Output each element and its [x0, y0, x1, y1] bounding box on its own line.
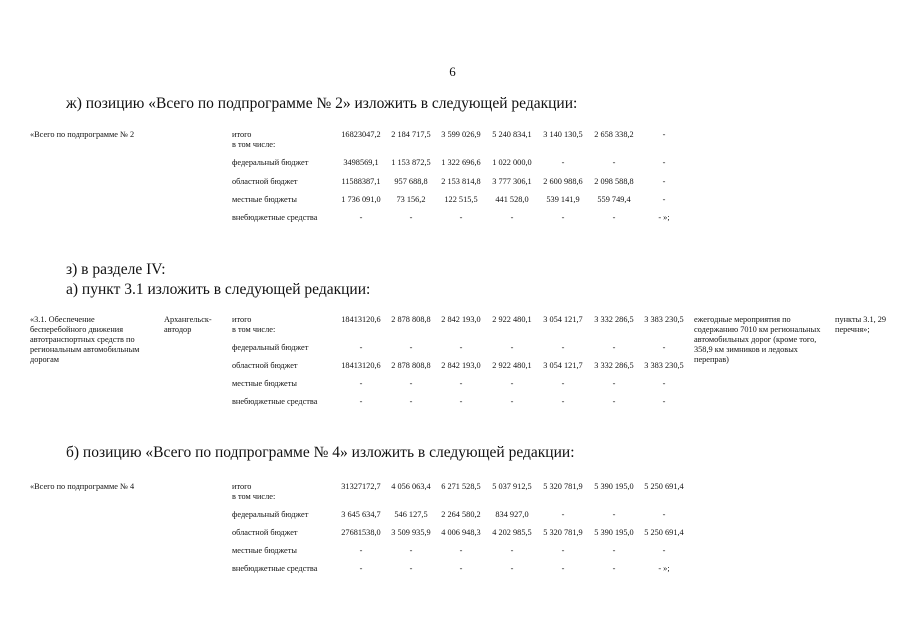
value-cell: 73 156,2 [396, 195, 426, 204]
value-cell: 5 250 691,4 [644, 528, 684, 537]
value-cell: 2 098 588,8 [594, 177, 634, 186]
value-cell: - [510, 564, 514, 573]
value-cell: - [409, 343, 413, 352]
value-cell: 1 322 696,6 [441, 158, 481, 167]
value-cell: 2 878 808,8 [391, 361, 431, 370]
point-3-1-reference: пункты 3.1, 29 перечня»; [835, 315, 887, 334]
value-cell: 2 184 717,5 [391, 130, 431, 139]
value-cell: 5 240 834,1 [492, 130, 532, 139]
value-cell: - [662, 130, 666, 139]
value-cell: - [409, 379, 413, 388]
value-cell: 3 332 286,5 [594, 361, 634, 370]
value-cell: 3 054 121,7 [543, 361, 583, 370]
value-cell: 546 127,5 [394, 510, 428, 519]
value-cell: - [409, 564, 413, 573]
value-cell: 18413120,6 [341, 361, 381, 370]
value-cell: 539 141,9 [546, 195, 580, 204]
row-label: итого [232, 315, 252, 324]
subprogram-4-name: «Всего по подпрограмме № 4 [30, 482, 135, 491]
value-cell: 2 153 814,8 [441, 177, 481, 186]
value-cell: 2 922 480,1 [492, 361, 532, 370]
subprogram-2-name: «Всего по подпрограмме № 2 [30, 130, 135, 139]
heading-section-iv: з) в разделе IV: [66, 261, 166, 278]
value-cell: 3 383 230,5 [644, 315, 684, 324]
value-cell: 3 332 286,5 [594, 315, 634, 324]
value-cell: - [409, 213, 413, 222]
value-cell: 3498569,1 [343, 158, 379, 167]
row-sublabel: в том числе: [232, 140, 276, 149]
value-cell: - [561, 343, 565, 352]
value-cell: - [459, 379, 463, 388]
point-3-1-name: «3.1. Обеспечение бесперебойного движения автотранспортных средств по региональным автомобильным дорогам [30, 315, 140, 364]
value-cell: - [612, 546, 616, 555]
value-cell: 2 842 193,0 [441, 361, 481, 370]
value-cell: 2 842 193,0 [441, 315, 481, 324]
value-cell: - [662, 546, 666, 555]
value-cell: - [359, 213, 363, 222]
value-cell: - [662, 195, 666, 204]
value-cell: 957 688,8 [394, 177, 428, 186]
value-cell: - [662, 510, 666, 519]
value-cell: - [612, 397, 616, 406]
row-label: внебюджетные средства [232, 564, 318, 573]
value-cell: 3 645 634,7 [341, 510, 381, 519]
point-3-1-executor: Архангельск-автодор [164, 315, 212, 334]
row-label: местные бюджеты [232, 379, 297, 388]
value-cell: 6 271 528,5 [441, 482, 481, 491]
value-cell: - [561, 397, 565, 406]
value-cell: 559 749,4 [597, 195, 631, 204]
value-cell: 3 777 306,1 [492, 177, 532, 186]
value-cell: - [459, 213, 463, 222]
value-cell: - [459, 343, 463, 352]
value-cell: 1 736 091,0 [341, 195, 381, 204]
value-cell: 122 515,5 [444, 195, 478, 204]
value-cell: 834 927,0 [495, 510, 529, 519]
value-cell: 2 600 988,6 [543, 177, 583, 186]
row-label: областной бюджет [232, 361, 298, 370]
value-cell: 3 054 121,7 [543, 315, 583, 324]
value-cell: 5 320 781,9 [543, 528, 583, 537]
value-cell: - [561, 213, 565, 222]
row-label: внебюджетные средства [232, 397, 318, 406]
value-cell: 4 202 985,5 [492, 528, 532, 537]
value-cell: - [561, 564, 565, 573]
value-cell: 3 383 230,5 [644, 361, 684, 370]
value-cell: - [510, 213, 514, 222]
point-3-1-result: ежегодные мероприятия по содержанию 7010 км региональных автомобильных дорог (кроме того, 358,9 км зимников и ледовых переправ) [694, 315, 821, 364]
value-cell: 11588387,1 [341, 177, 381, 186]
value-cell: 1 153 872,5 [391, 158, 431, 167]
value-cell: 5 390 195,0 [594, 528, 634, 537]
value-cell: 18413120,6 [341, 315, 381, 324]
value-cell: - »; [658, 213, 670, 222]
value-cell: - »; [658, 564, 670, 573]
row-label: областной бюджет [232, 528, 298, 537]
value-cell: 3 140 130,5 [543, 130, 583, 139]
value-cell: - [409, 397, 413, 406]
value-cell: - [612, 343, 616, 352]
value-cell: - [612, 510, 616, 519]
value-cell: 5 250 691,4 [644, 482, 684, 491]
value-cell: 4 056 063,4 [391, 482, 431, 491]
value-cell: - [662, 397, 666, 406]
row-label: местные бюджеты [232, 195, 297, 204]
value-cell: - [662, 379, 666, 388]
value-cell: 27681538,0 [341, 528, 381, 537]
value-cell: - [459, 564, 463, 573]
value-cell: - [359, 379, 363, 388]
value-cell: 2 922 480,1 [492, 315, 532, 324]
value-cell: - [612, 158, 616, 167]
value-cell: - [561, 510, 565, 519]
value-cell: 2 658 338,2 [594, 130, 634, 139]
heading-subprogram-2: ж) позицию «Всего по подпрограмме № 2» изложить в следующей редакции: [66, 95, 578, 112]
heading-subprogram-4: б) позицию «Всего по подпрограмме № 4» изложить в следующей редакции: [66, 444, 575, 461]
value-cell: 3 599 026,9 [441, 130, 481, 139]
row-sublabel: в том числе: [232, 325, 276, 334]
value-cell: - [459, 546, 463, 555]
value-cell: - [359, 564, 363, 573]
value-cell: 4 006 948,3 [441, 528, 481, 537]
row-label: внебюджетные средства [232, 213, 318, 222]
heading-point-3-1: а) пункт 3.1 изложить в следующей редакции: [66, 281, 371, 298]
value-cell: - [561, 158, 565, 167]
value-cell: 5 390 195,0 [594, 482, 634, 491]
row-label: итого [232, 482, 252, 491]
value-cell: - [359, 397, 363, 406]
row-label: федеральный бюджет [232, 158, 309, 167]
value-cell: - [662, 177, 666, 186]
row-label: областной бюджет [232, 177, 298, 186]
value-cell: - [612, 213, 616, 222]
value-cell: - [662, 343, 666, 352]
value-cell: 2 264 580,2 [441, 510, 481, 519]
row-label: федеральный бюджет [232, 343, 309, 352]
value-cell: - [459, 397, 463, 406]
row-label: местные бюджеты [232, 546, 297, 555]
value-cell: - [510, 343, 514, 352]
value-cell: - [612, 564, 616, 573]
row-label: итого [232, 130, 252, 139]
value-cell: - [510, 379, 514, 388]
value-cell: 16823047,2 [341, 130, 381, 139]
row-label: федеральный бюджет [232, 510, 309, 519]
value-cell: - [561, 379, 565, 388]
value-cell: - [359, 546, 363, 555]
row-sublabel: в том числе: [232, 492, 276, 501]
value-cell: 3 509 935,9 [391, 528, 431, 537]
value-cell: 31327172,7 [341, 482, 381, 491]
value-cell: - [359, 343, 363, 352]
value-cell: - [510, 397, 514, 406]
value-cell: 5 320 781,9 [543, 482, 583, 491]
value-cell: 2 878 808,8 [391, 315, 431, 324]
value-cell: 1 022 000,0 [492, 158, 532, 167]
value-cell: - [612, 379, 616, 388]
value-cell: - [409, 546, 413, 555]
value-cell: - [510, 546, 514, 555]
value-cell: - [662, 158, 666, 167]
value-cell: 5 037 912,5 [492, 482, 532, 491]
page-number: 6 [449, 64, 456, 79]
value-cell: 441 528,0 [495, 195, 529, 204]
value-cell: - [561, 546, 565, 555]
